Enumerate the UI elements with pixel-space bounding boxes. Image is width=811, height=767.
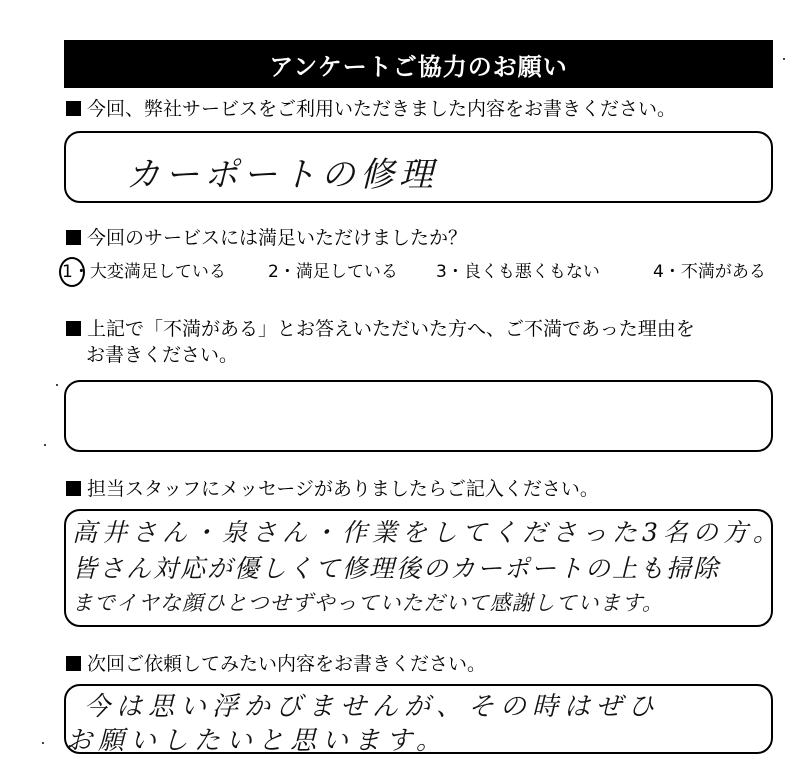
question-2-label: 今回のサービスには満足いただけましたか？ [66,225,467,251]
question-5-answer-box[interactable] [64,684,773,754]
survey-title: アンケートご協力のお願い [269,52,568,81]
option-very-satisfied[interactable]: 1・大変満足している [62,259,226,285]
question-1-answer-box[interactable] [64,131,773,203]
scan-speck [783,58,785,60]
scan-speck [42,742,44,744]
question-3-answer-box[interactable] [64,380,773,452]
square-bullet-icon [66,101,81,116]
survey-title-banner [64,40,773,88]
square-bullet-icon [66,656,81,671]
question-1-label: 今回、弊社サービスをご利用いただきました内容をお書きください。 [66,96,676,122]
question-1-answer-line-1: カーポートの修理 [126,155,438,195]
question-5-label: 次回ご依頼してみたい内容をお書きください。 [66,651,486,677]
option-dissatisfied[interactable]: 4・不満がある [653,262,766,282]
option-neutral[interactable]: 3・良くも悪くもない [436,262,600,282]
square-bullet-icon [66,230,81,245]
question-4-label: 担当スタッフにメッセージがありましたらご記入ください。 [66,476,599,502]
question-3-label: 上記で「不満がある」とお答えいただいた方へ、ご不満であった理由を [66,316,695,342]
selected-circle-mark [59,257,85,287]
square-bullet-icon [66,481,81,496]
question-3-label-cont: お書きください。 [86,344,239,366]
question-4-answer-line-1: 高井さん・泉さん・作業をしてくださった3名の方。 [72,518,783,547]
question-4-answer-line-2: 皆さん対応が優しくて修理後のカーポートの上も掃除 [72,554,721,583]
option-satisfied[interactable]: 2・満足している [268,262,398,282]
question-5-answer-line-2: お願いしたいと思います。 [66,726,448,756]
question-4-answer-box[interactable] [64,509,783,627]
square-bullet-icon [66,321,81,336]
scan-speck [44,444,46,446]
scan-speck [56,384,58,386]
question-5-answer-line-1: 今は思い浮かびませんが、その時はぜひ [84,692,661,722]
question-4-answer-line-3: までイヤな顔ひとつせずやっていただいて感謝しています。 [72,591,664,615]
satisfaction-options [62,259,782,285]
